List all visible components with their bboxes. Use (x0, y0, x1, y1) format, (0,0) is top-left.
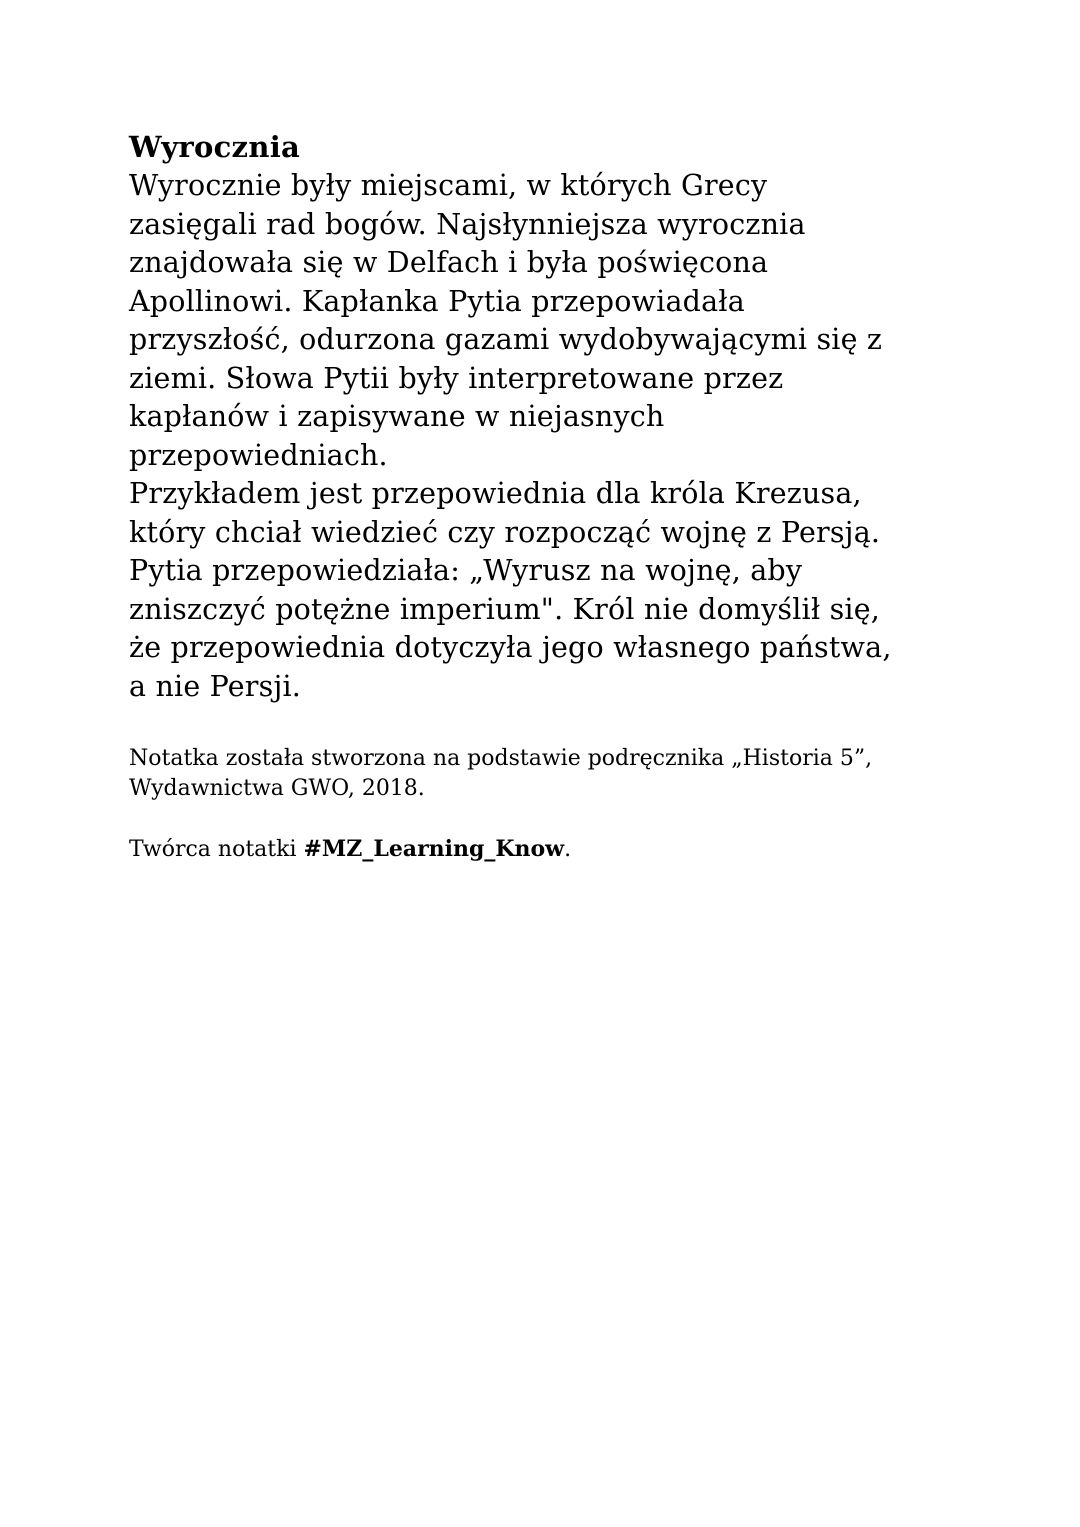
text-line: znajdowała się w Delfach i była poświęcona (129, 246, 769, 279)
document-title: Wyrocznia (129, 130, 301, 164)
source-line: Wydawnictwa GWO, 2018. (129, 776, 425, 801)
credit-suffix: . (564, 837, 572, 862)
text-line: a nie Persji. (129, 669, 302, 703)
text-line: Apollinowi. Kapłanka Pytia przepowiadała (129, 284, 745, 318)
document-page (129, 128, 989, 865)
paragraph-oracle-description (129, 167, 989, 475)
text-line: Wyrocznie były miejscami, w których Grecy (129, 169, 768, 202)
text-line: że przepowiednia dotyczyła jego własnego państwa, (129, 631, 892, 664)
source-line: Notatka została stworzona na podstawie podręcznika „Historia 5”, (129, 746, 873, 771)
text-line: Pytia przepowiedziała: „Wyrusz na wojnę, aby (129, 554, 803, 587)
text-line: kapłanów i zapisywane w niejasnych (129, 400, 665, 433)
source-note (129, 744, 989, 804)
text-line: który chciał wiedzieć czy rozpocząć wojnę z Persją. (129, 515, 881, 549)
text-line: ziemi. Słowa Pytii były interpretowane przez (129, 361, 784, 395)
text-line: zasięgali rad bogów. Najsłynniejsza wyrocznia (129, 207, 806, 241)
author-credit (129, 834, 989, 865)
text-line: Przykładem jest przepowiednia dla króla Krezusa, (129, 477, 862, 510)
text-line: przyszłość, odurzona gazami wydobywającymi się z (129, 323, 883, 356)
paragraph-croesus-example (129, 475, 989, 706)
text-line: zniszczyć potężne imperium". Król nie domyślił się, (129, 592, 881, 626)
credit-prefix: Twórca notatki (129, 837, 304, 862)
text-line: przepowiedniach. (129, 438, 388, 472)
author-hashtag: #MZ_Learning_Know (303, 836, 565, 862)
